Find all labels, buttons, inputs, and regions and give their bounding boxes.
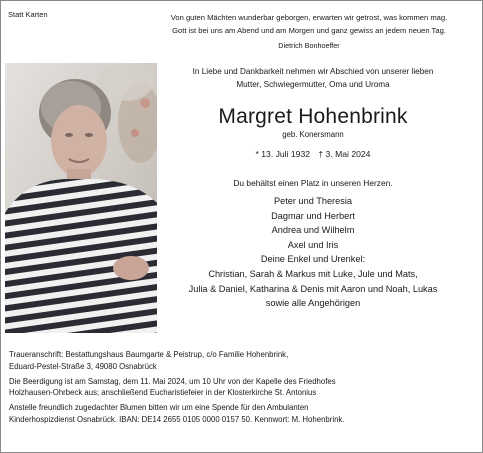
footer-info <box>9 349 479 429</box>
death-date: † 3. Mai 2024 <box>318 149 371 159</box>
bonhoeffer-quote <box>141 12 477 53</box>
birth-date: * 13. Juli 1932 <box>255 149 310 159</box>
quote-line-2: Gott ist bei uns am Abend und am Morgen und ganz gewiss an jedem neuen Tag. <box>172 25 446 35</box>
donation-line-2: Kinderhospizdienst Osnabrück. IBAN: DE14 2655 0105 0000 0157 50. Kennwort: M. Hohenbrink. <box>9 414 345 424</box>
address-line-1: Traueranschrift: Bestattungshaus Baumgarte & Peistrup, c/o Familie Hohenbrink, <box>9 350 289 359</box>
family-line: sowie alle Angehörigen <box>265 298 361 309</box>
deceased-name: Margret Hohenbrink <box>218 105 408 128</box>
mourning-address <box>9 349 479 373</box>
address-line-2: Eduard-Pestel-Straße 3, 49080 Osnabrück <box>9 361 157 371</box>
family-line: Dagmar und Herbert <box>271 210 355 221</box>
family-list <box>151 194 475 311</box>
family-line: Julia & Daniel, Katharina & Denis mit Aaron und Noah, Lukas <box>188 283 438 294</box>
family-line: Axel und Iris <box>287 239 339 250</box>
portrait-illustration <box>5 63 157 333</box>
family-line: Andrea und Wilhelm <box>271 225 355 236</box>
portrait-photo <box>5 63 157 333</box>
family-line: Christian, Sarah & Markus mit Luke, Jule und Mats, <box>208 268 418 279</box>
statt-karten-label: Statt Karten <box>8 10 48 19</box>
donation-line-1: Anstelle freundlich zugedachter Blumen bitten wir um eine Spende für den Ambulanten <box>9 403 309 413</box>
quote-line-1: Von guten Mächten wunderbar geborgen, erwarten wir getrost, was kommen mag. <box>170 13 448 22</box>
life-dates <box>156 149 470 159</box>
intro-line-2: Mutter, Schwiegermutter, Oma und Uroma <box>236 79 390 89</box>
intro-text <box>156 66 470 91</box>
family-line: Peter und Theresia <box>274 196 352 206</box>
quote-author: Dietrich Bonhoeffer <box>278 41 340 50</box>
funeral-line-2: Holzhausen-Ohrbeck aus; anschließend Eucharistiefeier in der Klosterkirche St. Antonius <box>9 388 317 398</box>
birth-name: geb. Konersmann <box>282 130 344 139</box>
intro-line-1: In Liebe und Dankbarkeit nehmen wir Abschied von unserer lieben <box>192 67 434 76</box>
funeral-info <box>9 376 479 400</box>
funeral-line-1: Die Beerdigung ist am Samstag, dem 11. Mai 2024, um 10 Uhr von der Kapelle des Friedhofes <box>9 376 336 386</box>
donation-info <box>9 402 479 426</box>
family-line: Deine Enkel und Urenkel: <box>260 254 366 265</box>
heart-place-text: Du behältst einen Platz in unseren Herzen. <box>233 178 393 188</box>
